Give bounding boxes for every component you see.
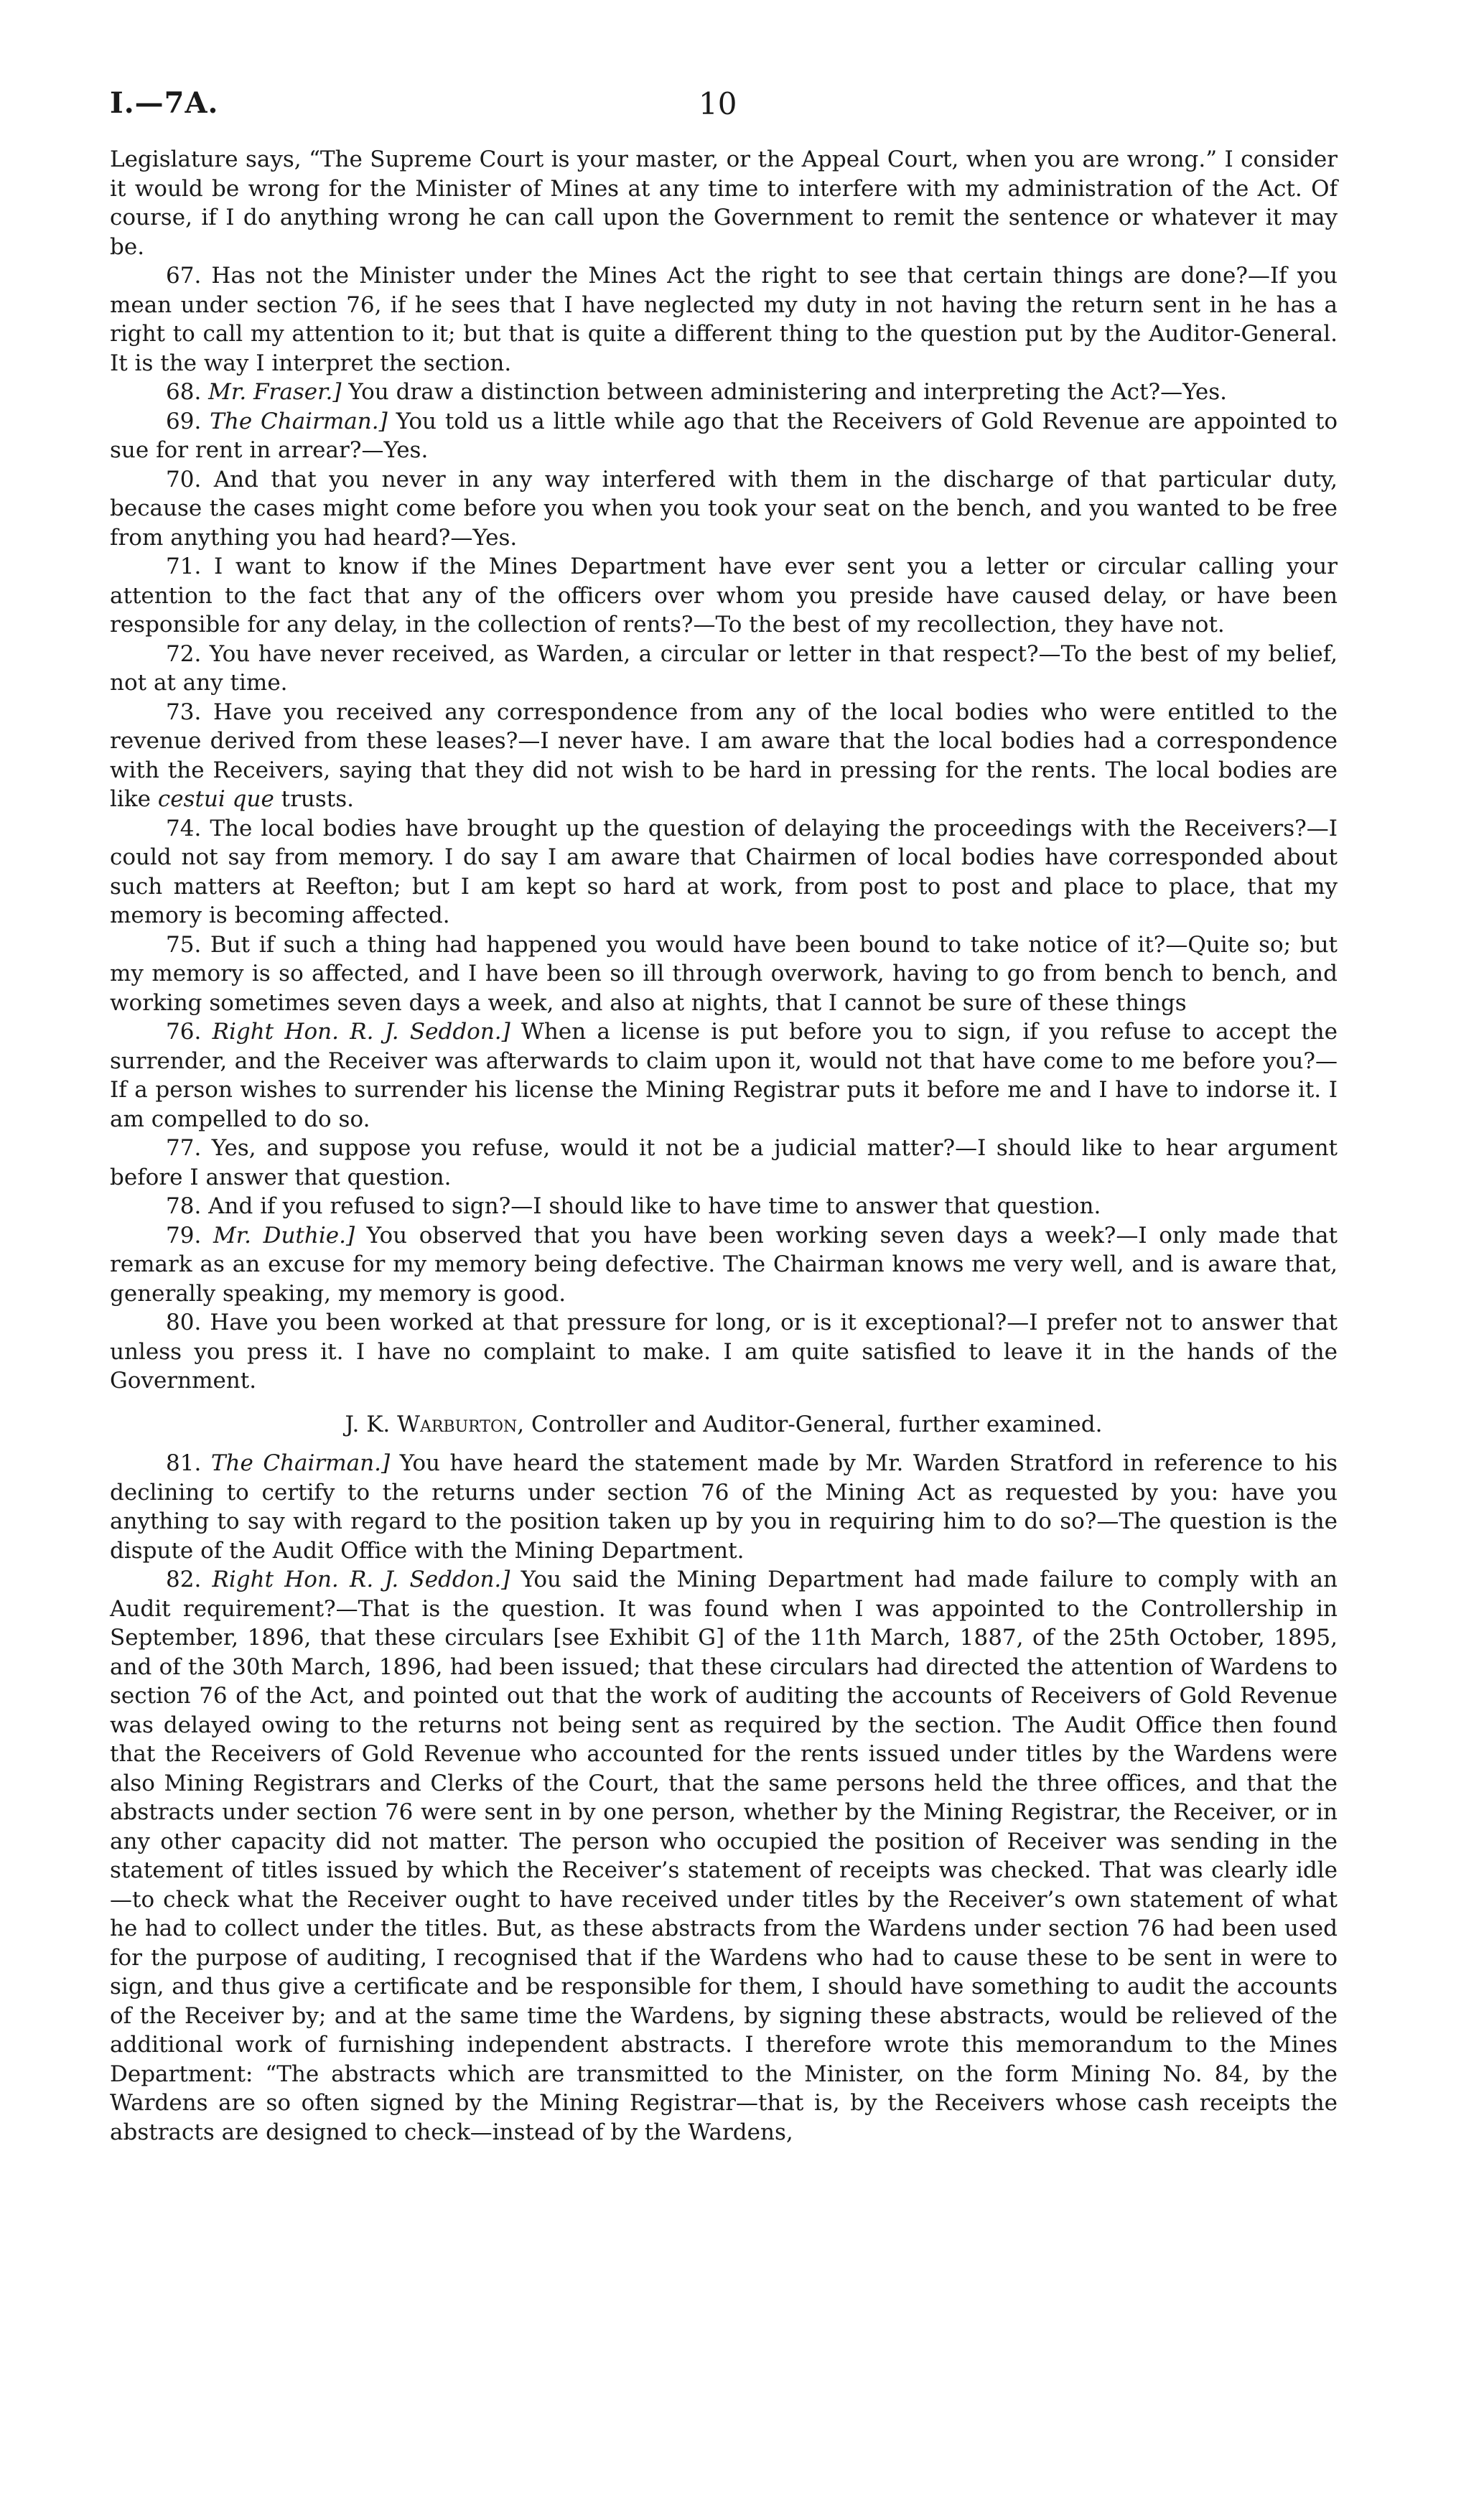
paragraph-q67: 67. Has not the Minister under the Mines Act the right to see that certain things are done?—If you mean under section 76, if he sees that I have neglected my duty in not having the return sent in he has a right to call my attention to it; but that is quite a different thing to the question put by the Auditor-General. It is the way I interpret the section.: [110, 263, 1338, 376]
document-page: [110, 86, 1338, 2147]
speaker-name: The Chairman.]: [210, 408, 388, 434]
latin-term: cestui que: [157, 786, 274, 812]
witness-heading: J. K. Warburton, Controller and Auditor-General, further examined.: [345, 1411, 1103, 1437]
paragraph-q75: 75. But if such a thing had happened you would have been bound to take notice of it?—Quite so; but my memory is so affected, and I have been so ill through overwork, having to go from bench to bench, and working sometimes seven days a week, and also at nights, that I cannot be sure of these things: [110, 931, 1338, 1016]
paragraph-q81: 81. The Chairman.] You have heard the statement made by Mr. Warden Stratford in reference to his declining to certify to the returns under section 76 of the Mining Act as requested by you: have you anything to say with regard to the position taken up by you in requiring him to do so?—The question is the dispute of the Audit Office with the Mining Department.: [110, 1450, 1338, 1564]
document-body: [110, 145, 1338, 2147]
paragraph-q73: 73. Have you received any correspondence from any of the local bodies who were entitled to the revenue derived from these leases?—I never have. I am aware that the local bodies had a correspondence with the Receivers, saying that they did not wish to be hard in pressing for the rents. The local bodies are like cestui que trusts.: [110, 699, 1338, 812]
speaker-name: Mr. Fraser.]: [208, 379, 342, 405]
speaker-name: Right Hon. R. J. Seddon.]: [212, 1019, 510, 1045]
paragraph-q80: 80. Have you been worked at that pressure for long, or is it exceptional?—I prefer not to answer that unless you press it. I have no complaint to make. I am quite satisfied to leave it in the hands of the Government.: [110, 1310, 1338, 1394]
page-number: 10: [699, 86, 737, 121]
paragraph-q70: 70. And that you never in any way interfered with them in the discharge of that particular duty, because the cases might come before you when you took your seat on the bench, and you wanted to be free from anything you had heard?—Yes.: [110, 466, 1338, 551]
document-reference: I.—7A.: [110, 86, 219, 120]
page-header: [110, 86, 1338, 138]
paragraph-continuation: Legislature says, “The Supreme Court is your master, or the Appeal Court, when you are wrong.” I consider it would be wrong for the Minister of Mines at any time to interfere with my administration of the Act. Of course, if I do anything wrong he can call upon the Government to remit the sentence or whatever it may be.: [110, 146, 1338, 260]
paragraph-q69: 69. The Chairman.] You told us a little while ago that the Receivers of Gold Revenue are appointed to sue for rent in arrear?—Yes.: [110, 408, 1338, 463]
paragraph-q79: 79. Mr. Duthie.] You observed that you have been working seven days a week?—I only made that remark as an excuse for my memory being defective. The Chairman knows me very well, and is aware that, generally speaking, my memory is good.: [110, 1222, 1338, 1307]
speaker-name: Right Hon. R. J. Seddon.]: [212, 1567, 510, 1592]
speaker-name: The Chairman.]: [210, 1450, 391, 1476]
paragraph-q72: 72. You have never received, as Warden, a circular or letter in that respect?—To the best of my belief, not at any time.: [110, 640, 1338, 696]
paragraph-q71: 71. I want to know if the Mines Department have ever sent you a letter or circular calling your attention to the fact that any of the officers over whom you preside have caused delay, or have been responsible for any delay, in the collection of rents?—To the best of my recollection, they have not.: [110, 554, 1338, 638]
paragraph-q77: 77. Yes, and suppose you refuse, would it not be a judicial matter?—I should like to hear argument before I answer that question.: [110, 1135, 1338, 1190]
paragraph-q78: 78. And if you refused to sign?—I should like to have time to answer that question.: [166, 1193, 1101, 1219]
witness-name: Warburton: [397, 1411, 518, 1437]
paragraph-q82: 82. Right Hon. R. J. Seddon.] You said the Mining Department had made failure to comply with an Audit requirement?—That is the question. It was found when I was appointed to the Controllership in September, 1896, that these circulars [see Exhibit G] of the 11th March, 1887, of the 25th October, 1895, and of the 30th March, 1896, had been issued; that these circulars had directed the attention of Wardens to section 76 of the Act, and pointed out that the work of auditing the accounts of Receivers of Gold Revenue was delayed owing to the returns not being sent as required by the section. The Audit Office then found that the Receivers of Gold Revenue who accounted for the rents issued under titles by the Wardens were also Mining Registrars and Clerks of the Court, that the same persons held the three offices, and that the abstracts under section 76 were sent in by one person, whether by the Mining Registrar, the Receiver, or in any other capacity did not matter. The person who occupied the position of Receiver was sending in the statement of titles issued by which the Receiver’s statement of receipts was checked. That was clearly idle—to check what the Receiver ought to have received under titles by the Receiver’s own statement of what he had to collect under the titles. But, as these abstracts from the Wardens under section 76 had been used for the purpose of auditing, I recognised that if the Wardens who had to cause these to be sent in were to sign, and thus give a certificate and be responsible for them, I should have something to audit the accounts of the Receiver by; and at the same time the Wardens, by signing these abstracts, would be relieved of the additional work of furnishing independent abstracts. I therefore wrote this memorandum to the Mines Department: “The abstracts which are transmitted to the Minister, on the form Mining No. 84, by the Wardens are so often signed by the Mining Registrar—that is, by the Receivers whose cash receipts the abstracts are designed to check—instead of by the Wardens,: [110, 1567, 1338, 2145]
paragraph-q68: 68. Mr. Fraser.] You draw a distinction between administering and interpreting the Act?—Yes.: [166, 379, 1228, 405]
paragraph-q74: 74. The local bodies have brought up the question of delaying the proceedings with the Receivers?—I could not say from memory. I do say I am aware that Chairmen of local bodies have corresponded about such matters at Reefton; but I am kept so hard at work, from post to post and place to place, that my memory is becoming affected.: [110, 815, 1338, 928]
speaker-name: Mr. Duthie.]: [213, 1222, 355, 1249]
paragraph-q76: 76. Right Hon. R. J. Seddon.] When a license is put before you to sign, if you refuse to accept the surrender, and the Receiver was afterwards to claim upon it, would not that have come to me before you?—If a person wishes to surrender his license the Mining Registrar puts it before me and I have to indorse it. I am compelled to do so.: [110, 1019, 1338, 1132]
